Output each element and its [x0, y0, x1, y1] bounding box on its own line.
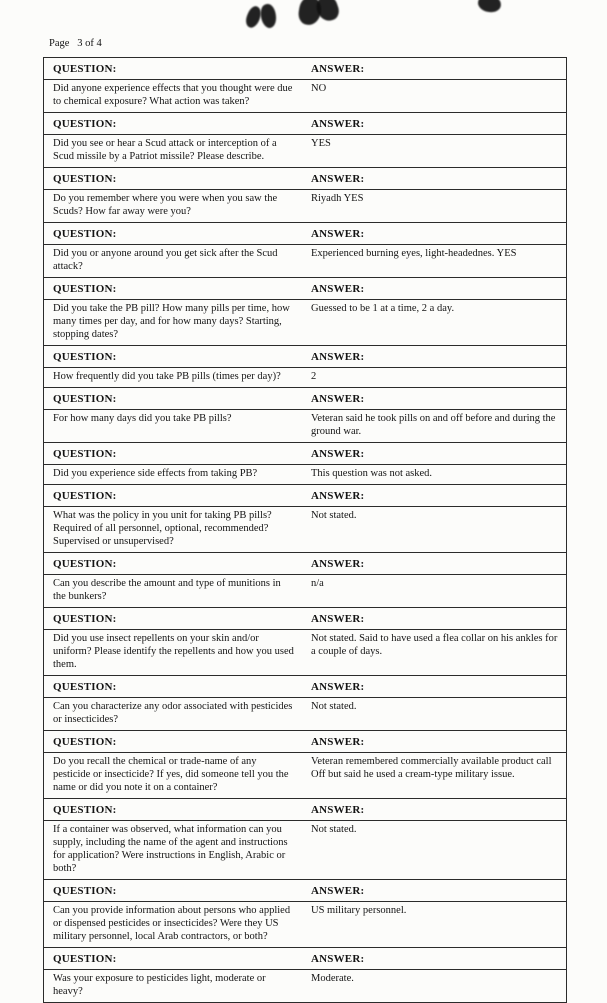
answer-label: ANSWER: [311, 681, 365, 693]
qa-body-row [44, 410, 566, 442]
answer-label: ANSWER: [311, 736, 365, 748]
qa-block [44, 277, 566, 345]
qa-header-row [44, 798, 566, 821]
answer-text: Not stated. [311, 510, 357, 521]
qa-block [44, 947, 566, 1002]
qa-block [44, 879, 566, 947]
answer-label: ANSWER: [311, 490, 365, 502]
qa-header-row [44, 112, 566, 135]
answer-label: ANSWER: [311, 283, 365, 295]
answer-text: Not stated. [311, 824, 357, 835]
answer-label: ANSWER: [311, 118, 365, 130]
question-label: QUESTION: [53, 283, 117, 295]
qa-block [44, 57, 566, 112]
qa-header-row [44, 484, 566, 507]
qa-header-row [44, 607, 566, 630]
question-label: QUESTION: [53, 613, 117, 625]
question-text: What was the policy in you unit for taking PB pills? Required of all personnel, optional, recommended? Supervised or unsupervised? [53, 510, 272, 547]
qa-header-row [44, 879, 566, 902]
answer-text: Riyadh YES [311, 193, 364, 204]
question-text: Can you describe the amount and type of munitions in the bunkers? [53, 578, 281, 602]
qa-body-row [44, 80, 566, 112]
question-label: QUESTION: [53, 448, 117, 460]
answer-text: Experienced burning eyes, light-headednes. YES [311, 248, 517, 259]
question-text: Did you see or hear a Scud attack or interception of a Scud missile by a Patriot missile? Please describe. [53, 138, 277, 162]
question-text: Was your exposure to pesticides light, moderate or heavy? [53, 973, 266, 997]
question-text: Did you or anyone around you get sick after the Scud attack? [53, 248, 278, 272]
answer-text: Guessed to be 1 at a time, 2 a day. [311, 303, 455, 314]
qa-body-row [44, 300, 566, 345]
qa-body-row [44, 465, 566, 484]
qa-body-row [44, 902, 566, 947]
answer-text: This question was not asked. [311, 468, 433, 479]
qa-body-row [44, 630, 566, 675]
question-label: QUESTION: [53, 681, 117, 693]
answer-text: Not stated. [311, 701, 357, 712]
answer-label: ANSWER: [311, 885, 365, 897]
question-label: QUESTION: [53, 393, 117, 405]
ink-smudge-artifact [258, 3, 278, 30]
qa-block [44, 345, 566, 387]
ink-smudge-artifact [477, 0, 502, 13]
qa-header-row [44, 222, 566, 245]
qa-header-row [44, 167, 566, 190]
answer-label: ANSWER: [311, 613, 365, 625]
qa-body-row [44, 245, 566, 277]
question-text: Do you remember where you were when you saw the Scuds? How far away were you? [53, 193, 278, 217]
question-label: QUESTION: [53, 490, 117, 502]
qa-header-row [44, 552, 566, 575]
answer-text: YES [311, 138, 331, 149]
question-label: QUESTION: [53, 885, 117, 897]
answer-text: Not stated. Said to have used a flea collar on his ankles for a couple of days. [311, 633, 558, 657]
question-text: Can you characterize any odor associated with pesticides or insecticides? [53, 701, 293, 725]
answer-label: ANSWER: [311, 393, 365, 405]
question-text: Did you take the PB pill? How many pills per time, how many times per day, and for how many days? Starting, stopping dates? [53, 303, 290, 340]
qa-body-row [44, 698, 566, 730]
question-text: Do you recall the chemical or trade-name of any pesticide or insecticide? If yes, did someone tell you the name or did you note it on a container? [53, 756, 289, 793]
qa-body-row [44, 970, 566, 1002]
question-label: QUESTION: [53, 558, 117, 570]
qa-header-row [44, 387, 566, 410]
question-text: Did you use insect repellents on your skin and/or uniform? Please identify the repellents and how you used them. [53, 633, 294, 670]
answer-text: n/a [311, 578, 324, 589]
qa-body-row [44, 368, 566, 387]
qa-header-row [44, 442, 566, 465]
answer-label: ANSWER: [311, 804, 365, 816]
qa-block [44, 675, 566, 730]
answer-label: ANSWER: [311, 953, 365, 965]
qa-header-row [44, 57, 566, 80]
question-label: QUESTION: [53, 63, 117, 75]
qa-header-row [44, 730, 566, 753]
page-number: Page 3 of 4 [49, 38, 102, 49]
qa-body-row [44, 753, 566, 798]
question-label: QUESTION: [53, 736, 117, 748]
qa-header-row [44, 675, 566, 698]
answer-label: ANSWER: [311, 173, 365, 185]
qa-block [44, 112, 566, 167]
answer-label: ANSWER: [311, 351, 365, 363]
question-label: QUESTION: [53, 351, 117, 363]
answer-text: NO [311, 83, 327, 94]
qa-block [44, 442, 566, 484]
answer-label: ANSWER: [311, 448, 365, 460]
question-label: QUESTION: [53, 804, 117, 816]
qa-block [44, 222, 566, 277]
qa-header-row [44, 277, 566, 300]
qa-block [44, 167, 566, 222]
qa-block [44, 730, 566, 798]
qa-table [43, 57, 567, 1003]
answer-label: ANSWER: [311, 558, 365, 570]
qa-block [44, 798, 566, 879]
qa-body-row [44, 135, 566, 167]
question-text: If a container was observed, what information can you supply, including the name of the agent and instructions for application? Were instructions in English, Arabic or both? [53, 824, 288, 874]
question-text: Can you provide information about persons who applied or dispensed pesticides or insecticides? Were they US military personnel, local Arab contractors, or both? [53, 905, 291, 942]
qa-block [44, 484, 566, 552]
answer-label: ANSWER: [311, 228, 365, 240]
answer-label: ANSWER: [311, 63, 365, 75]
question-label: QUESTION: [53, 228, 117, 240]
answer-text: US military personnel. [311, 905, 407, 916]
qa-header-row [44, 947, 566, 970]
question-text: How frequently did you take PB pills (times per day)? [53, 371, 281, 382]
answer-text: Veteran remembered commercially available product call Off but said he used a cream-type military issue. [311, 756, 552, 780]
answer-text: 2 [311, 371, 317, 382]
qa-body-row [44, 507, 566, 552]
question-label: QUESTION: [53, 173, 117, 185]
qa-body-row [44, 821, 566, 879]
answer-text: Moderate. [311, 973, 354, 984]
question-text: For how many days did you take PB pills? [53, 413, 232, 424]
qa-body-row [44, 575, 566, 607]
question-text: Did anyone experience effects that you thought were due to chemical exposure? What action was taken? [53, 83, 293, 107]
answer-text: Veteran said he took pills on and off before and during the ground war. [311, 413, 556, 437]
qa-block [44, 387, 566, 442]
question-label: QUESTION: [53, 118, 117, 130]
qa-header-row [44, 345, 566, 368]
question-text: Did you experience side effects from taking PB? [53, 468, 258, 479]
qa-block [44, 552, 566, 607]
qa-block [44, 607, 566, 675]
qa-body-row [44, 190, 566, 222]
question-label: QUESTION: [53, 953, 117, 965]
